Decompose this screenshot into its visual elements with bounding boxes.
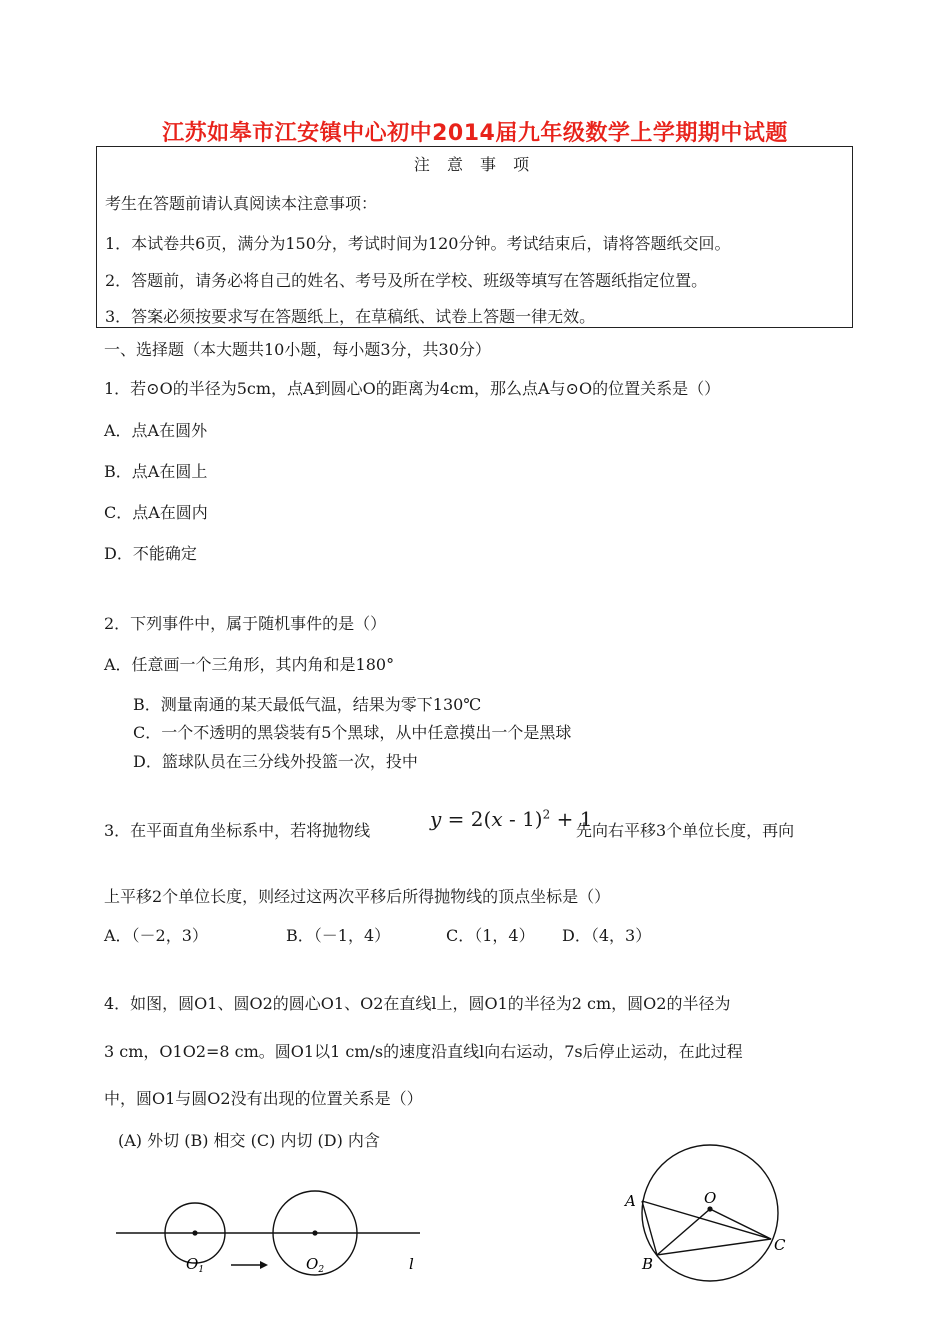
- label-b: B: [642, 1255, 654, 1273]
- question-3-stem-end: 先向右平移3个单位长度，再向: [576, 821, 795, 840]
- question-1-option: A．点A在圆外: [104, 421, 208, 440]
- question-2-option: B．测量南通的某天最低气温，结果为零下130℃: [133, 695, 482, 714]
- label-l: l: [409, 1255, 414, 1273]
- question-4-options: (A) 外切 (B) 相交 (C) 内切 (D) 内含: [118, 1131, 380, 1150]
- question-4-line: 4．如图，圆O1、圆O2的圆心O1、O2在直线l上，圆O1的半径为2 cm，圆O2的半径为: [104, 994, 731, 1013]
- question-1-stem: 1．若⊙O的半径为5cm，点A到圆心O的距离为4cm，那么点A与⊙O的位置关系是（）: [104, 379, 721, 398]
- question-4-line: 3 cm，O1O2=8 cm。圆O1以1 cm/s的速度沿直线l向右运动，7s后停止运动，在此过程: [104, 1042, 743, 1061]
- question-1-option: D．不能确定: [104, 544, 197, 563]
- center-o2: [312, 1230, 317, 1235]
- question-2-option: C．一个不透明的黑袋装有5个黑球，从中任意摸出一个是黑球: [133, 723, 572, 742]
- exam-title: 江苏如皋市江安镇中心初中2014届九年级数学上学期期中试题: [162, 121, 788, 146]
- notice-intro: 考生在答题前请认真阅读本注意事项：: [105, 194, 378, 213]
- notice-item: 1．本试卷共6页，满分为150分，考试时间为120分钟。考试结束后，请将答题纸交回。: [105, 234, 731, 253]
- center-o: [707, 1206, 712, 1211]
- label-o2: $O_2$: [306, 1255, 325, 1275]
- question-2-stem: 2．下列事件中，属于随机事件的是（）: [104, 614, 387, 633]
- label-c: C: [774, 1236, 786, 1254]
- question-3-stem-line2: 上平移2个单位长度，则经过这两次平移后所得抛物线的顶点坐标是（）: [104, 887, 611, 906]
- question-3-option: D．（4，3）: [562, 926, 652, 945]
- question-4-line: 中，圆O1与圆O2没有出现的位置关系是（）: [104, 1089, 423, 1108]
- label-o1: $O_1$: [186, 1255, 205, 1275]
- question-3-option: C．（1，4）: [446, 926, 535, 945]
- label-o: O: [704, 1189, 717, 1207]
- parabola-equation: y = 2(x - 1)$^2$ + 1: [430, 807, 593, 831]
- notice-item: 2．答题前，请务必将自己的姓名、考号及所在学校、班级等填写在答题纸指定位置。: [105, 271, 708, 290]
- question-1-option: B．点A在圆上: [104, 462, 208, 481]
- question-1-option: C．点A在圆内: [104, 503, 208, 522]
- triangle-abc: [642, 1201, 771, 1255]
- question-3-stem-start: 3．在平面直角坐标系中，若将抛物线: [104, 821, 371, 840]
- center-o1: [192, 1230, 197, 1235]
- question-2-option: D．篮球队员在三分线外投篮一次，投中: [133, 752, 418, 771]
- notice-heading: 注 意 事 项: [413, 155, 536, 174]
- moving-circles-figure: [110, 1185, 440, 1285]
- section-heading: 一、选择题（本大题共10小题，每小题3分，共30分）: [104, 340, 491, 359]
- arrow-head: [260, 1261, 268, 1269]
- radii-ob-oc: [657, 1209, 771, 1255]
- label-a: A: [625, 1192, 636, 1210]
- circle-triangle-figure: [620, 1143, 800, 1288]
- question-3-option: A．（－2，3）: [104, 926, 208, 945]
- question-2-option: A．任意画一个三角形，其内角和是180°: [104, 655, 395, 674]
- notice-box: [96, 146, 853, 328]
- circle-o: [642, 1145, 778, 1281]
- notice-item: 3．答案必须按要求写在答题纸上，在草稿纸、试卷上答题一律无效。: [105, 307, 596, 326]
- question-3-option: B．（－1，4）: [286, 926, 391, 945]
